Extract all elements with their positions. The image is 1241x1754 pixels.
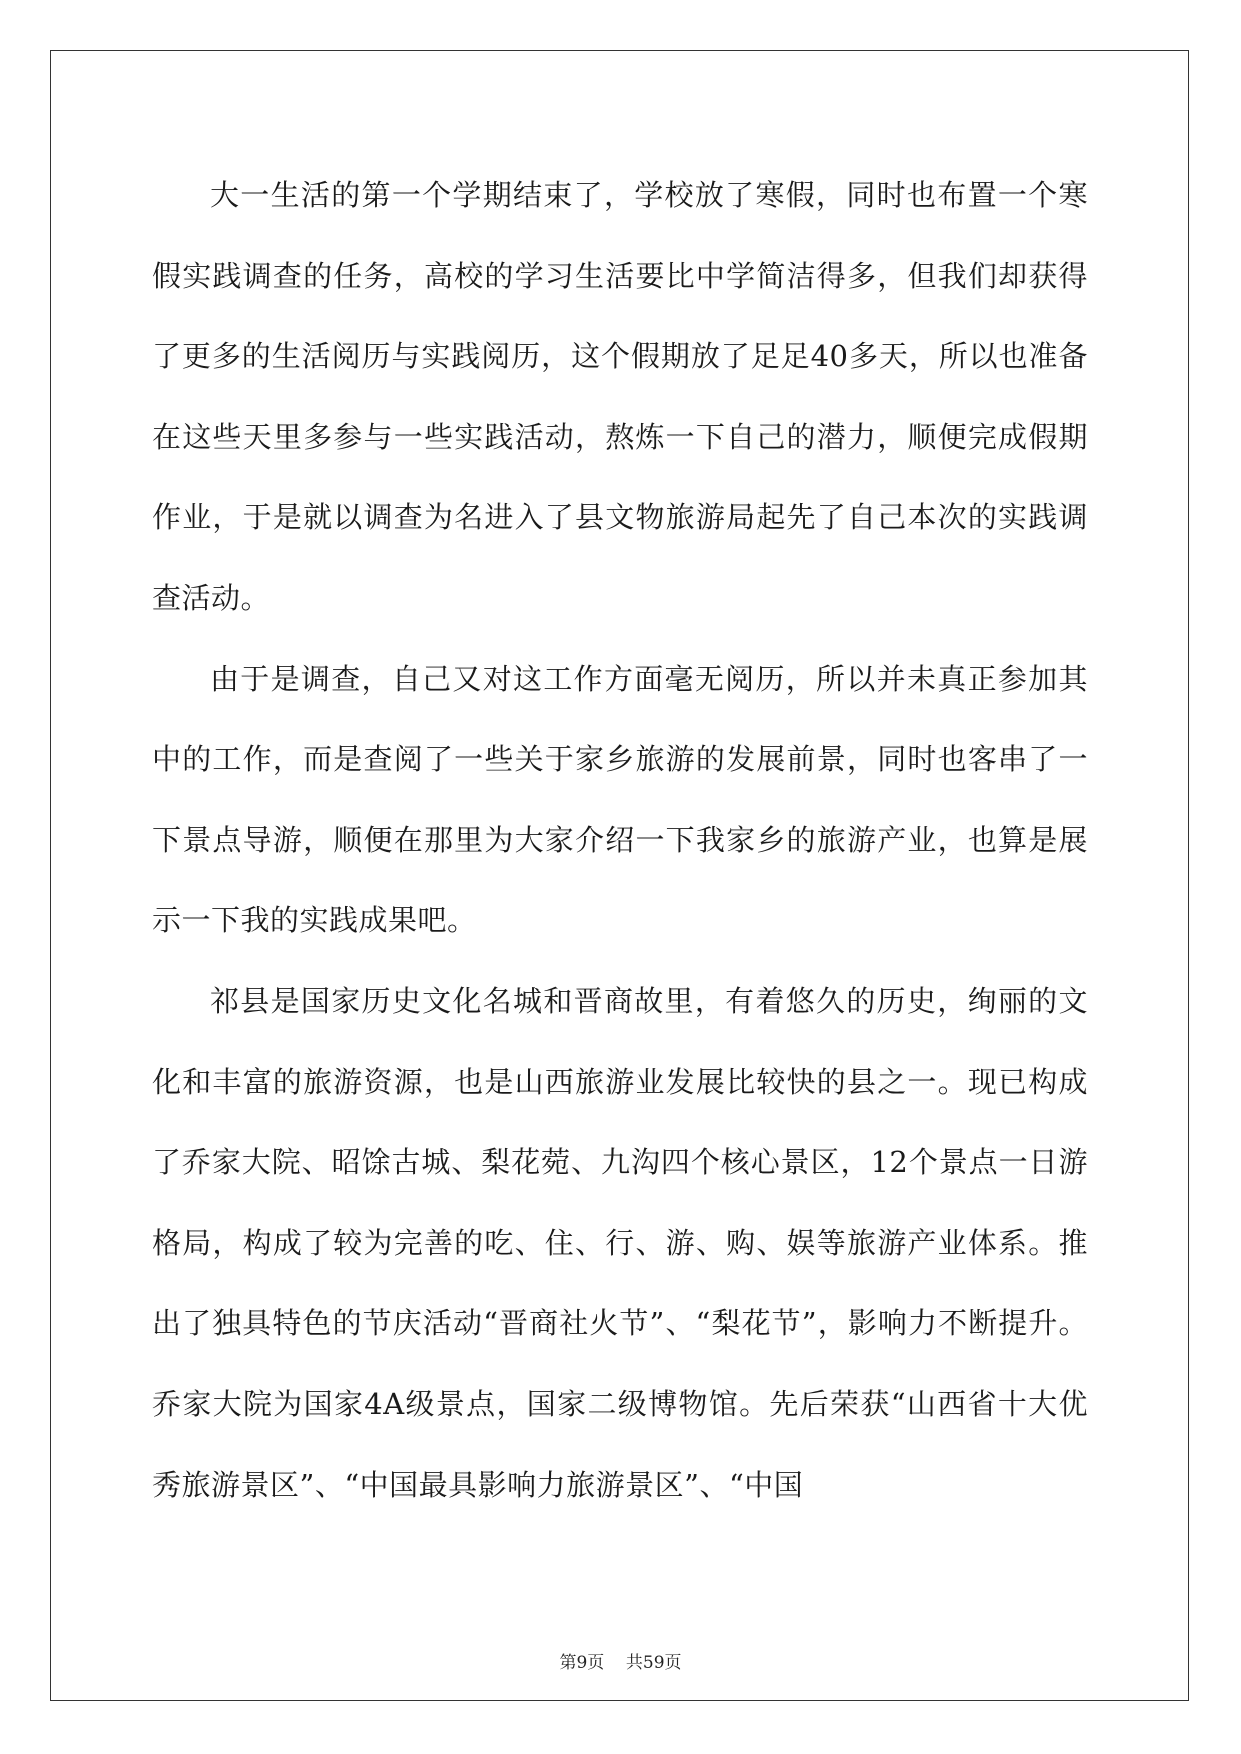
document-body: [152, 155, 1088, 1525]
paragraph-1: 大一生活的第一个学期结束了，学校放了寒假，同时也布置一个寒假实践调查的任务，高校的学习生活要比中学简洁得多，但我们却获得了更多的生活阅历与实践阅历，这个假期放了足足40多天，所以也准备在这些天里多参与一些实践活动，熬炼一下自己的潜力，顺便完成假期作业，于是就以调查为名进入了县文物旅游局起先了自己本次的实践调查活动。: [152, 178, 1088, 615]
page-footer: [0, 1648, 1241, 1673]
current-page-number: 第9页: [559, 1653, 605, 1673]
paragraph-2: 由于是调查，自己又对这工作方面毫无阅历，所以并未真正参加其中的工作，而是查阅了一些关于家乡旅游的发展前景，同时也客串了一下景点导游，顺便在那里为大家介绍一下我家乡的旅游产业，也算是展示一下我的实践成果吧。: [152, 661, 1088, 938]
total-page-count: 共59页: [625, 1653, 682, 1673]
paragraph-3: 祁县是国家历史文化名城和晋商故里，有着悠久的历史，绚丽的文化和丰富的旅游资源，也是山西旅游业发展比较快的县之一。现已构成了乔家大院、昭馀古城、梨花菀、九沟四个核心景区，12个景点一日游格局，构成了较为完善的吃、住、行、游、购、娱等旅游产业体系。推出了独具特色的节庆活动“晋商社火节”、“梨花节”，影响力不断提升。乔家大院为国家4A级景点，国家二级博物馆。先后荣获“山西省十大优秀旅游景区”、“中国最具影响力旅游景区”、“中国: [152, 983, 1088, 1502]
